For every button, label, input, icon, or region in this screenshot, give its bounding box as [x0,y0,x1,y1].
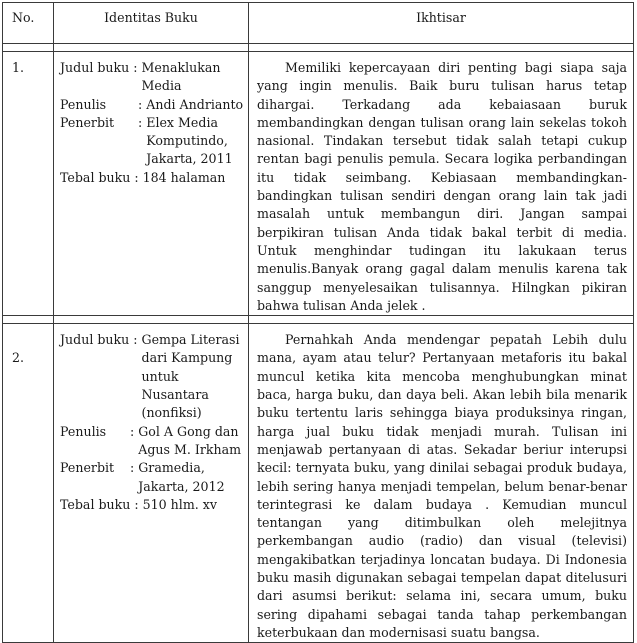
summary-cell [249,324,634,643]
spacer-cell [54,316,249,324]
header-row [3,3,634,44]
field-label: Judul buku [60,332,130,348]
spacer-cell [54,44,249,52]
header-no: No. [3,3,54,44]
field-label: Judul buku [60,60,130,75]
field-label: Tebal buku [60,496,131,512]
field-author [60,423,248,460]
field-label: Penulis [60,423,107,439]
field-separator: : [130,460,139,476]
field-pages [60,496,248,514]
field-label: Penerbit [60,460,115,476]
spacer-row [3,316,634,324]
summary-cell [249,52,634,316]
spacer-cell [3,44,54,52]
table-body [3,44,634,643]
book-identity [54,52,249,316]
table-header [3,3,634,44]
field-separator: : [129,332,142,348]
row-number: 2. [3,324,54,643]
summary-text: Memiliki kepercayaan diri penting bagi siapa saja yang ingin menulis. Baik buru tulisan harus tetap dihargai. Terkadang ada kebaiasaan buruk membandingkan dengan tulisan orang lain sekelas tokoh nasional. Tindakan tersebut tidak salah tetapi cukup rentan bagi penulis pemula. Secara logika perbandingan itu tidak seimbang. Kebiasaan membandingkan-bandingkan tulisan sendiri dengan orang lain tak jadi masalah untuk membangun diri. Jangan sampai berpikiran tulisan Anda tidak bakal terbit di media. Untuk menghindar tudingan itu lakukaan terus menulis.Banyak orang gagal dalam menulis karena tak sanggup menyelesaikan tulisannya. Hilngkan pikiran bahwa tulisan Anda jelek . [257,60,627,313]
field-author [60,96,248,114]
table-row [3,324,634,643]
field-separator: : [130,423,139,439]
spacer-cell [249,44,634,52]
field-value: Menaklukan Media [141,60,221,94]
field-separator: : [129,60,142,75]
book-summary-table [2,2,634,643]
field-value: Andi Andrianto [146,96,244,112]
book-identity [54,324,249,643]
field-separator: : [130,496,143,512]
field-value: 510 hlm. xv [142,496,217,512]
field-label: Tebal buku [60,169,131,185]
field-separator: : [130,169,143,185]
field-label: Penerbit [60,114,115,130]
spacer-cell [3,316,54,324]
spacer-cell [249,316,634,324]
field-separator: : [138,114,147,130]
field-pages [60,169,248,187]
field-title [60,59,248,96]
field-value: Gempa Literasi dari Kampung untuk Nusantara (nonfiksi) [141,332,240,421]
field-publisher [60,114,248,169]
field-value: Gol A Gong dan Agus M. Irkham [138,423,242,457]
field-value: Gramedia, Jakarta, 2012 [138,460,225,494]
field-label: Penulis [60,96,107,112]
row-number: 1. [3,52,54,316]
header-summary: Ikhtisar [249,3,634,44]
table-row [3,52,634,316]
field-separator: : [138,96,147,112]
field-value: 184 halaman [142,169,226,185]
field-title [60,331,248,422]
field-value: Elex Media Komputindo, Jakarta, 2011 [146,114,233,167]
header-identity: Identitas Buku [54,3,249,44]
field-publisher [60,459,248,496]
summary-text: Pernahkah Anda mendengar pepatah Lebih dulu mana, ayam atau telur? Pertanyaan metaforis itu bakal muncul ketika kita mencoba menghubungkan minat baca, harga buku, dan daya beli. Akan lebih bila menarik buku tertentu laris sehingga biaya produksinya ringan, harga jual buku tidak menjadi murah. Tulisan ini menjawab pertanyaan di atas. Sekadar beriur interupsi kecil: ternyata buku, yang dinilai sebagai produk budaya, lebih sering hanya menjadi tempelan, belum benar-benar terintegrasi ke dalam budaya . Kemudian muncul tentangan yang ditimbulkan oleh melejitnya perkembangan audio (radio) dan visual (televisi) mengakibatkan terjadinya loncatan budaya. Di Indonesia buku masih digunakan sebagai tempelan dapat ditelusuri dari asumsi berikut: selama ini, secara umum, buku sering dipahami sebagai tanda tahap perkembangan keterbukaan dan modernisasi suatu bangsa. [257,332,627,640]
spacer-row [3,44,634,52]
